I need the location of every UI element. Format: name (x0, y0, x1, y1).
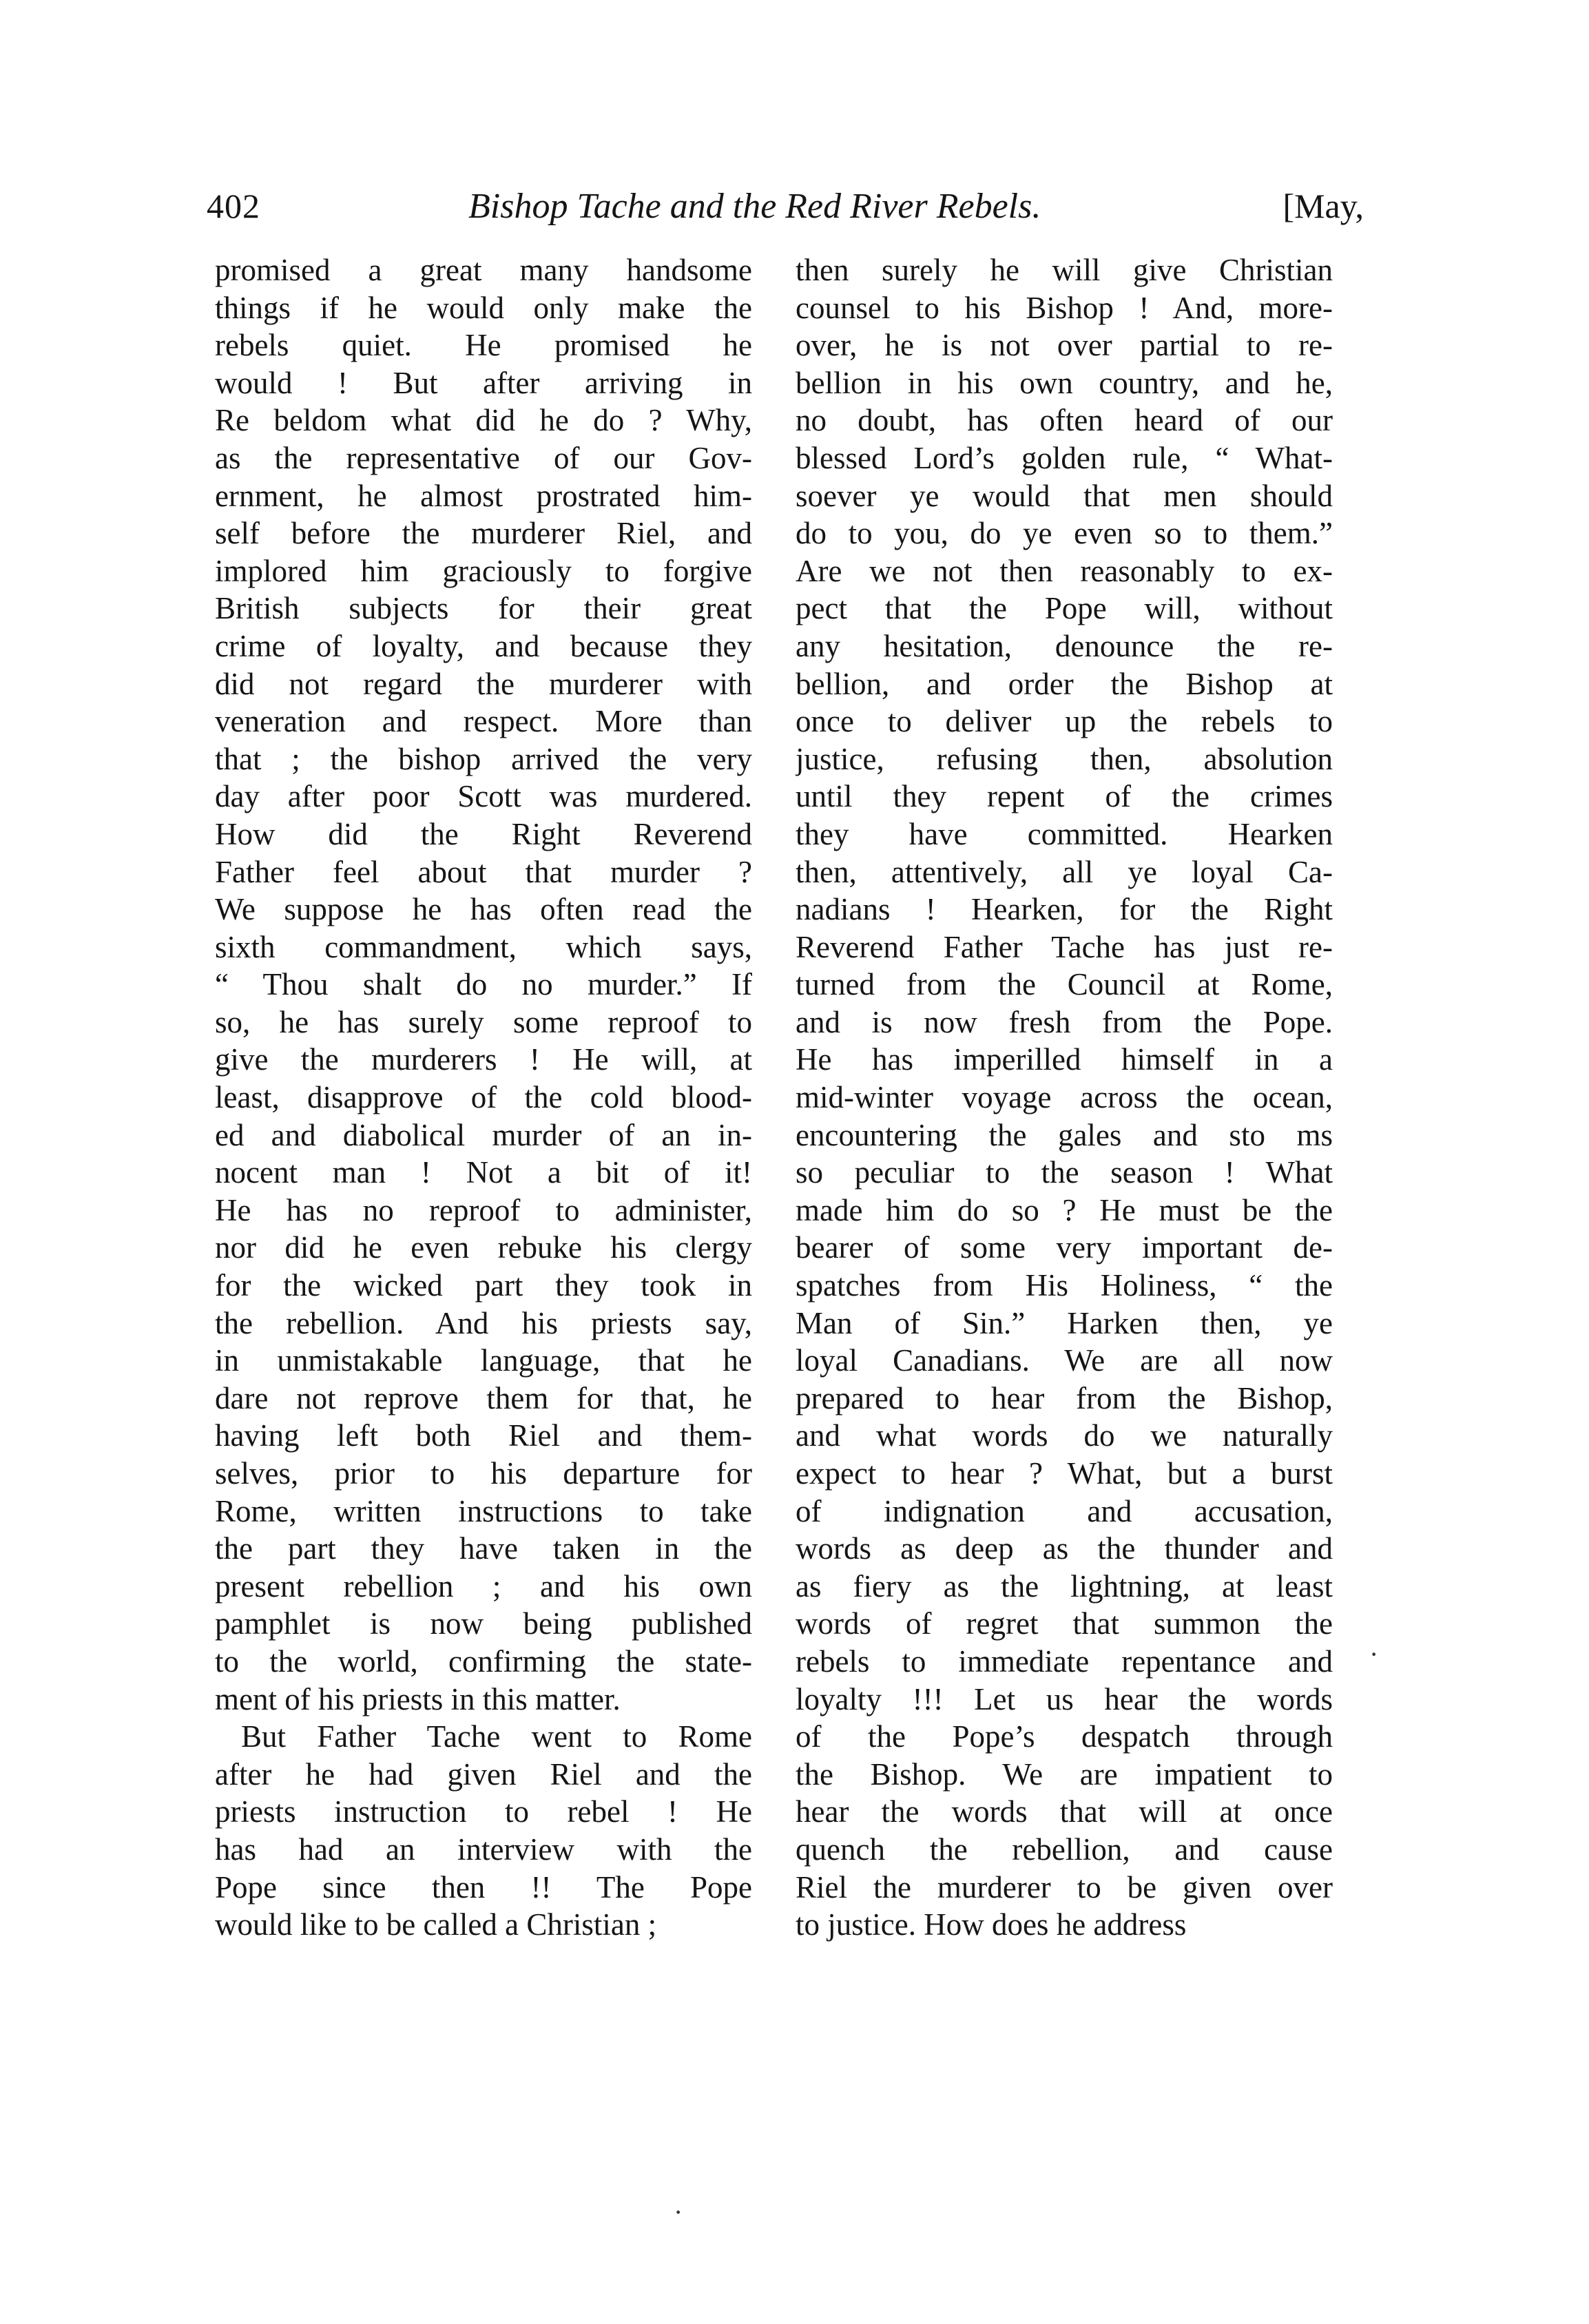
text-line: He has no reproof to administer, (215, 1192, 752, 1227)
text-line: implored him graciously to forgive (215, 553, 752, 588)
text-line: over, he is not over partial to re- (796, 328, 1333, 363)
text-line: How did the Right Reverend (215, 816, 752, 851)
text-line: then surely he will give Christian (796, 253, 1333, 287)
text-line: that ; the bishop arrived the very (215, 741, 752, 776)
text-line: do to you, do ye even so to them.” (796, 516, 1333, 551)
text-line: once to deliver up the rebels to (796, 704, 1333, 739)
text-line: ment of his priests in this matter. (215, 1681, 621, 1716)
text-line: day after poor Scott was murdered. (215, 779, 752, 814)
text-line: as fiery as the lightning, at least (796, 1568, 1333, 1604)
text-line: bearer of some very important de- (796, 1230, 1333, 1265)
text-line: as the representative of our Gov- (215, 440, 752, 475)
text-line: loyal Canadians. We are all now (796, 1343, 1333, 1378)
text-line: promised a great many handsome (215, 253, 752, 287)
text-line: soever ye would that men should (796, 478, 1333, 513)
text-line: made him do so ? He must be the (796, 1192, 1333, 1227)
text-line: selves, prior to his departure for (215, 1456, 752, 1491)
text-line: ed and diabolical murder of an in- (215, 1117, 752, 1152)
text-line: He has imperilled himself in a (796, 1042, 1333, 1077)
text-line: sixth commandment, which says, (215, 929, 752, 964)
text-line: nor did he even rebuke his clergy (215, 1230, 752, 1265)
text-line: ernment, he almost prostrated him- (215, 478, 752, 513)
text-line: spatches from His Holiness, “ the (796, 1268, 1333, 1303)
right-text-column (796, 251, 1333, 1944)
text-line: would ! But after arriving in (215, 365, 752, 400)
text-line: the Bishop. We are impatient to (796, 1756, 1333, 1792)
text-line: rebels to immediate repentance and (796, 1643, 1333, 1679)
text-line: blessed Lord’s golden rule, “ What- (796, 440, 1333, 475)
text-line: quench the rebellion, and cause (796, 1832, 1333, 1867)
text-line: things if he would only make the (215, 290, 752, 325)
text-line: priests instruction to rebel ! He (215, 1794, 752, 1829)
text-line: loyalty !!! Let us hear the words (796, 1681, 1333, 1716)
text-line: Riel the murderer to be given over (796, 1869, 1333, 1905)
text-line: give the murderers ! He will, at (215, 1042, 752, 1077)
text-line: Pope since then !! The Pope (215, 1869, 752, 1905)
text-line: pect that the Pope will, without (796, 591, 1333, 626)
text-line: Rome, written instructions to take (215, 1493, 752, 1528)
text-line: dare not reprove them for that, he (215, 1380, 752, 1415)
text-line: to the world, confirming the state- (215, 1643, 752, 1679)
text-line: Reverend Father Tache has just re- (796, 929, 1333, 964)
text-line: British subjects for their great (215, 591, 752, 626)
text-line: Man of Sin.” Harken then, ye (796, 1305, 1333, 1340)
text-line: of indignation and accusation, (796, 1493, 1333, 1528)
text-line: least, disapprove of the cold blood- (215, 1080, 752, 1115)
text-line: nadians ! Hearken, for the Right (796, 892, 1333, 927)
text-line: hear the words that will at once (796, 1794, 1333, 1829)
page-number: 402 (207, 187, 260, 225)
text-line: prepared to hear from the Bishop, (796, 1380, 1333, 1415)
text-line: would like to be called a Christian ; (215, 1907, 657, 1942)
text-line: any hesitation, denounce the re- (796, 628, 1333, 663)
text-line: crime of loyalty, and because they (215, 628, 752, 663)
text-line: in unmistakable language, that he (215, 1343, 752, 1378)
text-line: nocent man ! Not a bit of it! (215, 1155, 752, 1190)
text-line: having left both Riel and them- (215, 1418, 752, 1453)
text-line: to justice. How does he address (796, 1907, 1187, 1942)
text-line: But Father Tache went to Rome (241, 1719, 752, 1754)
text-line: bellion in his own country, and he, (796, 365, 1333, 400)
left-text-column (215, 251, 752, 1944)
text-line: and is now fresh from the Pope. (796, 1004, 1333, 1039)
text-line: so peculiar to the season ! What (796, 1155, 1333, 1190)
text-line: pamphlet is now being published (215, 1606, 752, 1641)
text-line: “ Thou shalt do no murder.” If (215, 967, 752, 1002)
text-line: until they repent of the crimes (796, 779, 1333, 814)
text-line: bellion, and order the Bishop at (796, 666, 1333, 701)
text-line: has had an interview with the (215, 1832, 752, 1867)
text-line: they have committed. Hearken (796, 816, 1333, 851)
text-line: Re beldom what did he do ? Why, (215, 403, 752, 438)
text-line: the part they have taken in the (215, 1531, 752, 1566)
text-line: of the Pope’s despatch through (796, 1719, 1333, 1754)
text-line: turned from the Council at Rome, (796, 967, 1333, 1002)
text-line: veneration and respect. More than (215, 704, 752, 739)
bottom-mark: · (674, 2197, 683, 2228)
text-line: the rebellion. And his priests say, (215, 1305, 752, 1340)
text-line: words as deep as the thunder and (796, 1531, 1333, 1566)
text-line: self before the murderer Riel, and (215, 516, 752, 551)
text-line: rebels quiet. He promised he (215, 328, 752, 363)
running-title: Bishop Tache and the Red River Rebels. (468, 187, 1041, 226)
page-header (207, 186, 1364, 241)
text-line: and what words do we naturally (796, 1418, 1333, 1453)
text-line: counsel to his Bishop ! And, more- (796, 290, 1333, 325)
text-line: mid-winter voyage across the ocean, (796, 1080, 1333, 1115)
margin-mark: · (1369, 1639, 1379, 1670)
text-line: after he had given Riel and the (215, 1756, 752, 1792)
text-line: Are we not then reasonably to ex- (796, 553, 1333, 588)
running-date: [May, (1282, 187, 1364, 225)
text-line: for the wicked part they took in (215, 1268, 752, 1303)
text-line: no doubt, has often heard of our (796, 403, 1333, 438)
text-line: present rebellion ; and his own (215, 1568, 752, 1604)
text-line: justice, refusing then, absolution (796, 741, 1333, 776)
text-line: We suppose he has often read the (215, 892, 752, 927)
text-line: then, attentively, all ye loyal Ca- (796, 854, 1333, 889)
text-line: Father feel about that murder ? (215, 854, 752, 889)
text-line: expect to hear ? What, but a burst (796, 1456, 1333, 1491)
text-line: did not regard the murderer with (215, 666, 752, 701)
text-line: so, he has surely some reproof to (215, 1004, 752, 1039)
text-line: words of regret that summon the (796, 1606, 1333, 1641)
text-line: encountering the gales and sto ms (796, 1117, 1333, 1152)
